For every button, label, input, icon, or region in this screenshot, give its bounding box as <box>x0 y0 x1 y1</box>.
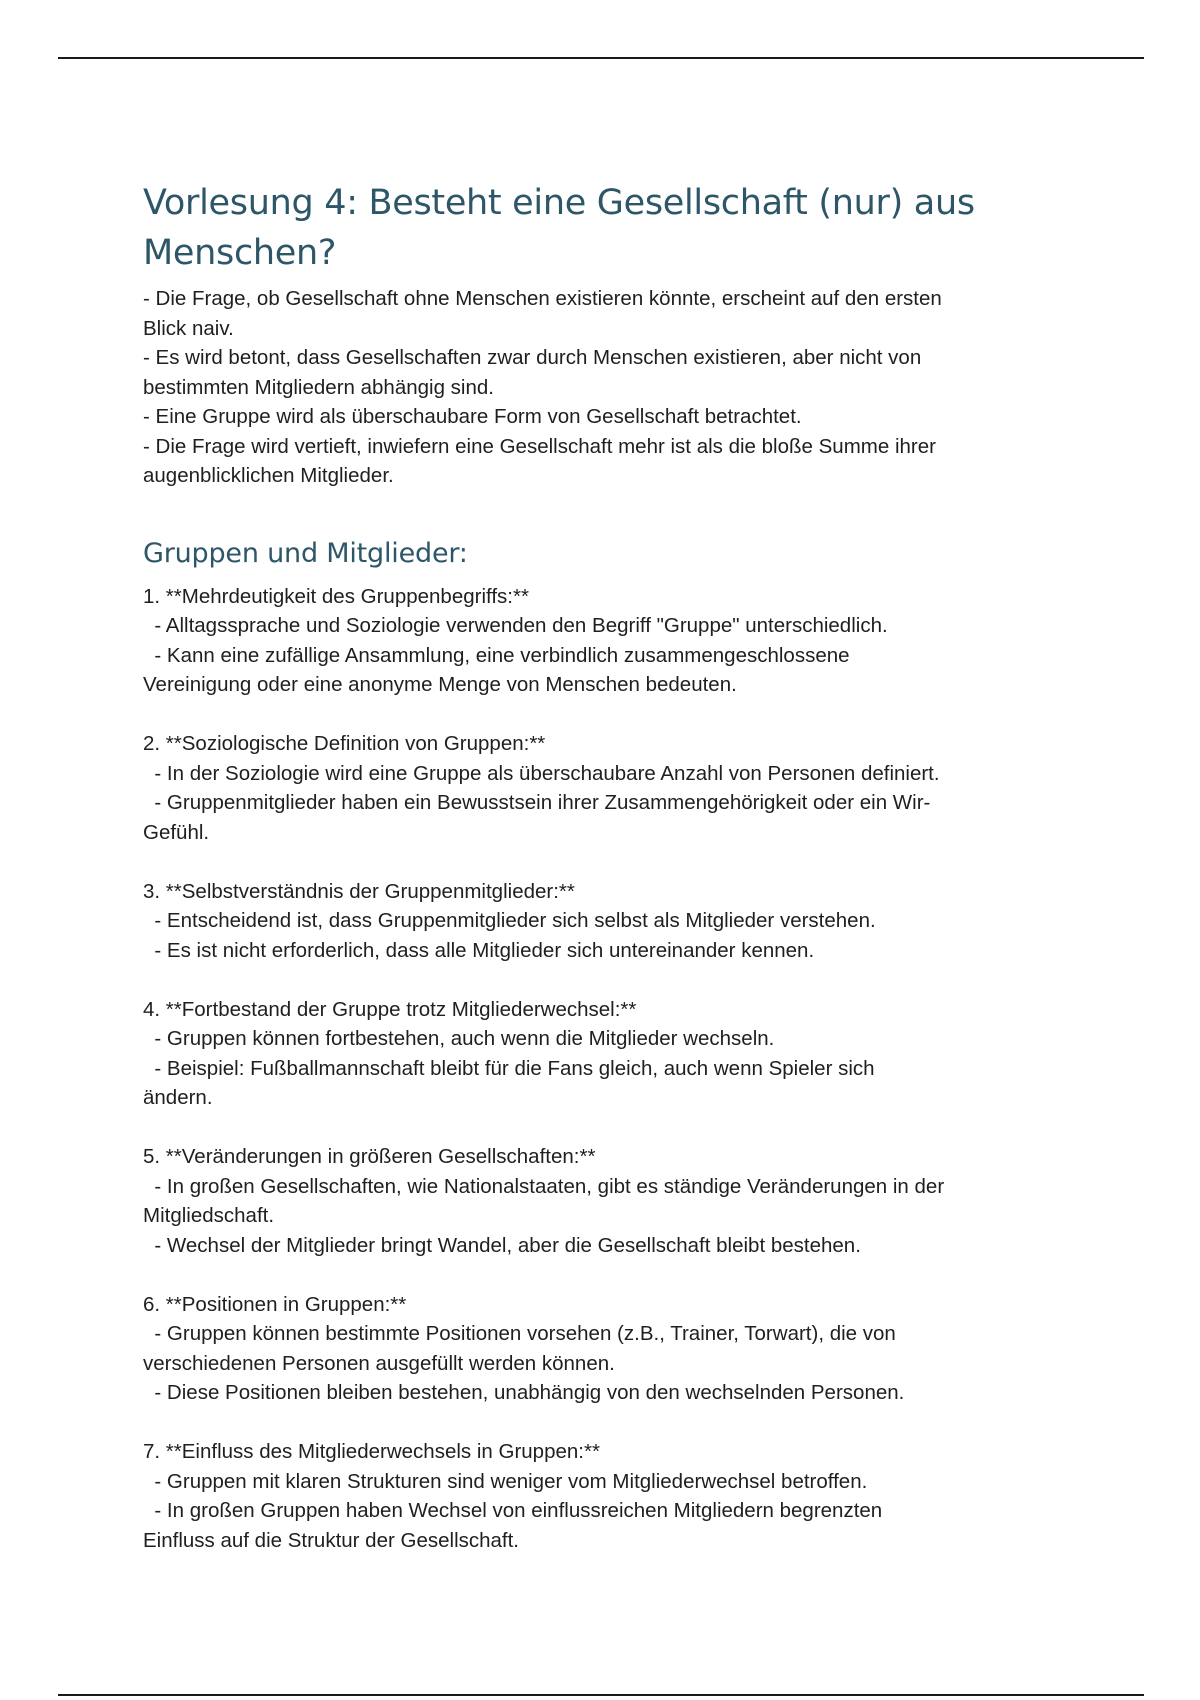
section-line: - In großen Gruppen haben Wechsel von einflussreichen Mitgliedern begrenzten <box>143 1499 883 1522</box>
document-body <box>143 178 1073 1585</box>
section-line: - Gruppen können fortbestehen, auch wenn die Mitglieder wechseln. <box>143 1027 775 1050</box>
title-line-1: Vorlesung 4: Besteht eine Gesellschaft (nur) aus <box>143 183 975 223</box>
section-line: verschiedenen Personen ausgefüllt werden können. <box>143 1351 615 1375</box>
section-line: Gefühl. <box>143 820 210 844</box>
section-heading: 4. **Fortbestand der Gruppe trotz Mitgliederwechsel:** <box>143 997 637 1021</box>
title-line-2: Menschen? <box>143 233 337 273</box>
section-line: - Beispiel: Fußballmannschaft bleibt für die Fans gleich, auch wenn Spieler sich <box>143 1056 875 1080</box>
section-line: - Gruppen können bestimmte Positionen vorsehen (z.B., Trainer, Torwart), die von <box>143 1322 896 1345</box>
page-title <box>143 178 1073 278</box>
section-5 <box>143 1142 1073 1260</box>
section-3 <box>143 877 1073 966</box>
intro-line: Blick naiv. <box>143 316 234 340</box>
intro-list <box>143 284 1073 491</box>
section-line: - Wechsel der Mitglieder bringt Wandel, aber die Gesellschaft bleibt bestehen. <box>143 1233 861 1257</box>
section-heading: 6. **Positionen in Gruppen:** <box>143 1292 407 1316</box>
section-line: - Gruppen mit klaren Strukturen sind weniger vom Mitgliederwechsel betroffen. <box>143 1469 868 1493</box>
section-line: Einfluss auf die Struktur der Gesellschaft. <box>143 1528 520 1552</box>
section-heading: 3. **Selbstverständnis der Gruppenmitglieder:** <box>143 879 575 903</box>
section-line: - Entscheidend ist, dass Gruppenmitglieder sich selbst als Mitglieder verstehen. <box>143 909 876 932</box>
section-line: Mitgliedschaft. <box>143 1204 275 1227</box>
bottom-rule <box>58 1694 1144 1696</box>
section-7 <box>143 1437 1073 1555</box>
intro-line: bestimmten Mitgliedern abhängig sind. <box>143 375 494 399</box>
section-line: Vereinigung oder eine anonyme Menge von Menschen bedeuten. <box>143 673 737 696</box>
intro-line: augenblicklichen Mitglieder. <box>143 464 394 487</box>
section-line: - Alltagssprache und Soziologie verwenden den Begriff "Gruppe" unterschiedlich. <box>143 614 888 637</box>
top-rule <box>58 57 1144 59</box>
section-line: - In der Soziologie wird eine Gruppe als überschaubare Anzahl von Personen definiert. <box>143 761 940 785</box>
intro-line: - Es wird betont, dass Gesellschaften zwar durch Menschen existieren, aber nicht von <box>143 346 922 369</box>
intro-line: - Die Frage wird vertieft, inwiefern eine Gesellschaft mehr ist als die bloße Summe ihrer <box>143 434 936 458</box>
section-line: - Diese Positionen bleiben bestehen, unabhängig von den wechselnden Personen. <box>143 1381 905 1404</box>
section-line: - Es ist nicht erforderlich, dass alle Mitglieder sich untereinander kennen. <box>143 938 815 962</box>
intro-line: - Eine Gruppe wird als überschaubare Form von Gesellschaft betrachtet. <box>143 405 802 428</box>
section-line: ändern. <box>143 1086 213 1109</box>
section-line: - Kann eine zufällige Ansammlung, eine verbindlich zusammengeschlossene <box>143 643 850 667</box>
section-heading: 5. **Veränderungen in größeren Gesellschaften:** <box>143 1145 596 1168</box>
section-subheading: Gruppen und Mitglieder: <box>143 537 468 569</box>
section-line: - Gruppenmitglieder haben ein Bewusstsein ihrer Zusammengehörigkeit oder ein Wir- <box>143 791 931 814</box>
section-heading: 1. **Mehrdeutigkeit des Gruppenbegriffs:** <box>143 584 529 608</box>
section-line: - In großen Gesellschaften, wie Nationalstaaten, gibt es ständige Veränderungen in der <box>143 1174 945 1198</box>
section-heading: 7. **Einfluss des Mitgliederwechsels in Gruppen:** <box>143 1440 600 1463</box>
section-6 <box>143 1290 1073 1408</box>
section-4 <box>143 995 1073 1113</box>
section-1 <box>143 582 1073 700</box>
section-heading: 2. **Soziologische Definition von Gruppen:** <box>143 732 546 755</box>
section-2 <box>143 729 1073 847</box>
intro-line: - Die Frage, ob Gesellschaft ohne Menschen existieren könnte, erscheint auf den ersten <box>143 287 942 310</box>
